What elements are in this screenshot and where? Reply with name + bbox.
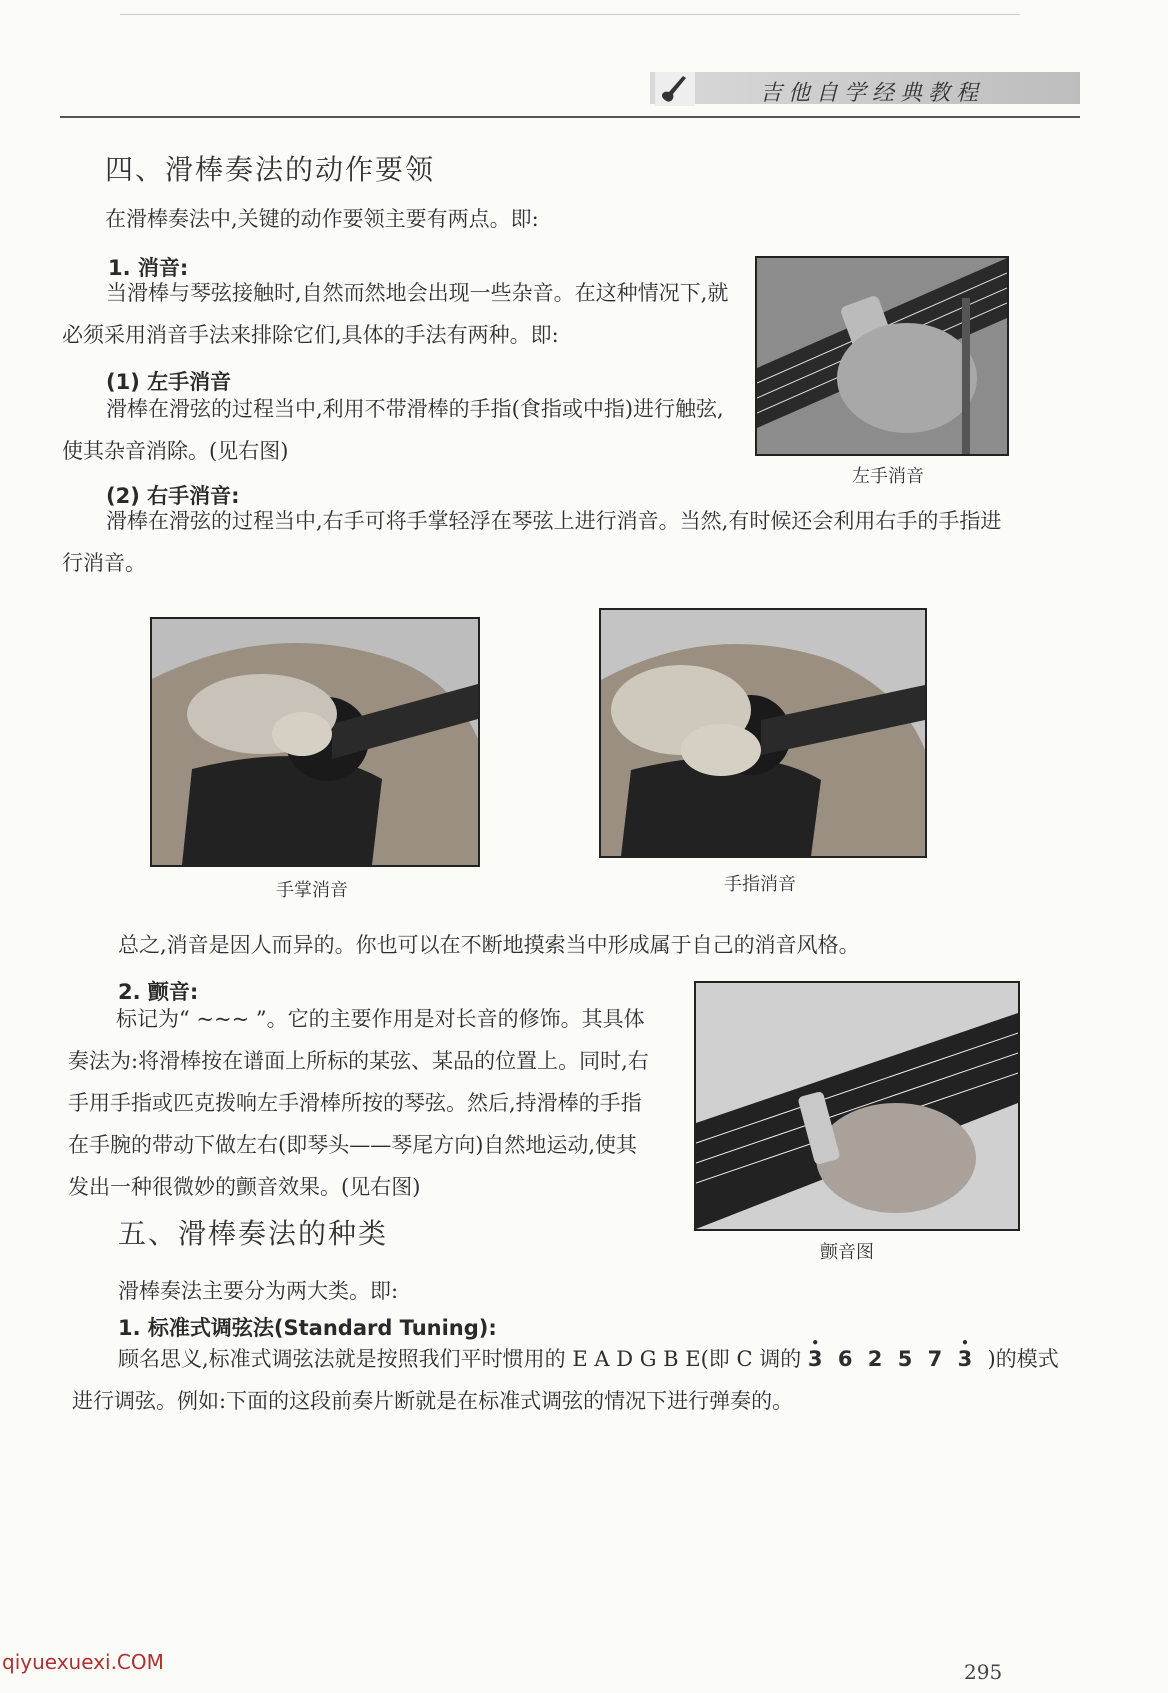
header-title: 吉他自学经典教程 [760,81,985,106]
note-2: 6 [837,1347,857,1371]
header-rule [60,116,1080,118]
top-rule [120,14,1020,15]
guitar-icon [655,72,695,106]
caption-palm: 手掌消音 [276,880,348,901]
note-4: 5 [897,1347,917,1371]
photo-left-hand-mute [755,256,1009,456]
section5-intro: 滑棒奏法主要分为两大类。即: [118,1279,399,1303]
tuning-notes [808,1347,988,1371]
summary-text: 总之,消音是因人而异的。你也可以在不断地摸索当中形成属于自己的消音风格。 [118,933,860,957]
section5-item1-text [72,1338,1072,1422]
item1-title: 1. 消音: [108,256,189,280]
section5-heading: 五、滑棒奏法的种类 [118,1217,389,1250]
note-6: • 3 [958,1338,977,1380]
tuning-text-b: )的模式进行调弦。例如:下面的这段前奏片断就是在标准式调弦的情况下进行弹奏的。 [72,1347,1059,1413]
right-hand-title: (2) 右手消音: [106,484,240,508]
note-1: • 3 [808,1338,827,1380]
caption-left-hand: 左手消音 [852,466,924,487]
left-hand-title: (1) 左手消音 [106,370,232,394]
photo-finger-mute [599,608,927,858]
photo-palm-mute [150,617,480,867]
watermark: qiyuexuexi.COM [2,1650,164,1674]
section4-heading: 四、滑棒奏法的动作要领 [105,153,436,186]
photo-vibrato [694,981,1020,1231]
item2-title: 2. 颤音: [118,980,199,1004]
note-3: 2 [867,1347,887,1371]
caption-finger: 手指消音 [724,874,796,895]
tuning-text-a: 顾名思义,标准式调弦法就是按照我们平时惯用的 E A D G B E(即 C 调的 [118,1347,802,1371]
item1-text: 当滑棒与琴弦接触时,自然而然地会出现一些杂音。在这种情况下,就必须采用消音手法来排除它们,具体的手法有两种。即: [62,281,729,347]
left-hand-text: 滑棒在滑弦的过程当中,利用不带滑棒的手指(食指或中指)进行触弦,使其杂音消除。(见右图) [62,397,724,463]
page-number: 295 [964,1660,1003,1684]
right-hand-text: 滑棒在滑弦的过程当中,右手可将手掌轻浮在琴弦上进行消音。当然,有时候还会利用右手的手指进行消音。 [62,509,1002,575]
section4-intro: 在滑棒奏法中,关键的动作要领主要有两点。即: [105,207,539,231]
note-5: 7 [927,1347,947,1371]
item2-text: 标记为“ ~~~ ”。它的主要作用是对长音的修饰。其具体奏法为:将滑棒按在谱面上所标的某弦、某品的位置上。同时,右手用手指或匹克拨响左手滑棒所按的琴弦。然后,持滑棒的手指在手腕的带动下做左右(即琴头——琴尾方向)自然地运动,使其发出一种很微妙的颤音效果。(见右图) [68,1007,649,1199]
caption-vibrato: 颤音图 [820,1242,874,1263]
section5-item1-title: 1. 标准式调弦法(Standard Tuning): [118,1316,497,1340]
